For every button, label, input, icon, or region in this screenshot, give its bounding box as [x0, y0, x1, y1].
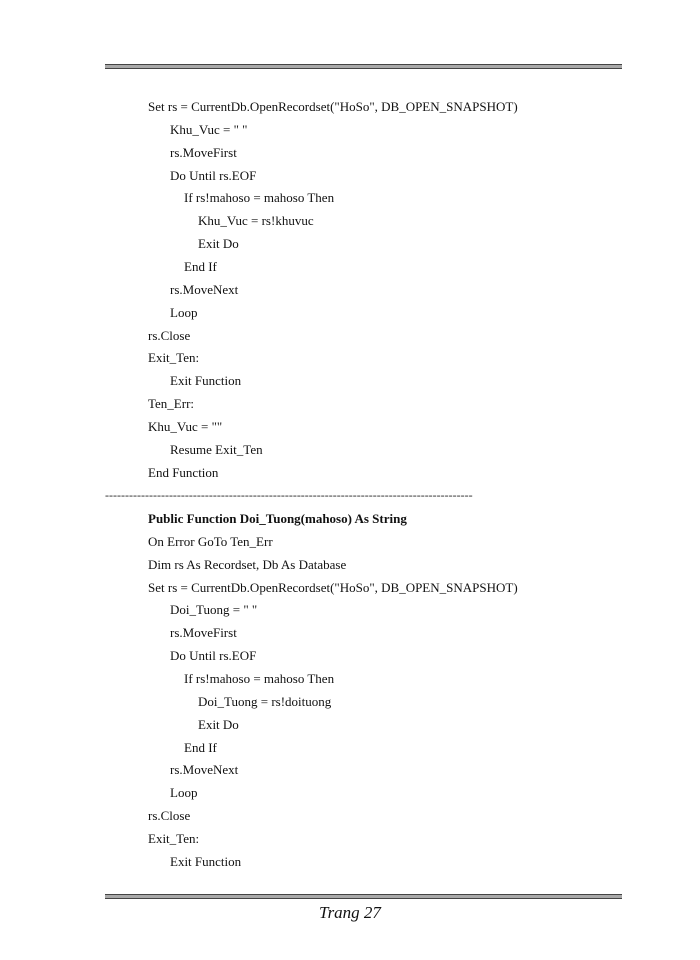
- code-line: Loop: [170, 304, 198, 320]
- code-line: rs.MoveFirst: [170, 625, 237, 641]
- code-line: rs.MoveFirst: [170, 144, 237, 160]
- code-line: rs.Close: [148, 327, 191, 343]
- code-line: Exit Function: [170, 853, 242, 869]
- code-line: If rs!mahoso = mahoso Then: [184, 670, 335, 686]
- code-line: Do Until rs.EOF: [170, 648, 257, 664]
- code-line: Loop: [170, 785, 198, 801]
- function-signature: Public Function Doi_Tuong(mahoso) As String: [148, 511, 407, 526]
- code-line: Exit Function: [170, 373, 242, 389]
- code-line: Set rs = CurrentDb.OpenRecordset("HoSo", DB_OPEN_SNAPSHOT): [148, 99, 518, 114]
- code-line: rs.MoveNext: [170, 762, 239, 778]
- code-line: Resume Exit_Ten: [170, 441, 263, 457]
- code-line: Khu_Vuc = " ": [170, 121, 248, 137]
- separator-line: --------------------------------------------------------------------------------------------: [105, 488, 473, 502]
- code-line: rs.MoveNext: [170, 281, 239, 297]
- code-line: Dim rs As Recordset, Db As Database: [148, 556, 347, 572]
- code-line: Khu_Vuc = rs!khuvuc: [198, 213, 314, 229]
- code-line: Ten_Err:: [148, 396, 195, 412]
- code-line: Exit_Ten:: [148, 350, 200, 366]
- code-line: Exit Do: [198, 236, 239, 252]
- page-number: Trang 27: [319, 903, 381, 922]
- code-line: rs.Close: [148, 808, 191, 824]
- code-line: End If: [184, 739, 217, 755]
- code-line: On Error GoTo Ten_Err: [148, 533, 273, 549]
- footer-rule: [105, 894, 622, 899]
- code-line: Do Until rs.EOF: [170, 167, 257, 183]
- code-line: Khu_Vuc = "": [148, 418, 223, 434]
- code-line: Doi_Tuong = " ": [170, 602, 258, 618]
- code-line: End If: [184, 258, 217, 274]
- code-line: Exit Do: [198, 716, 239, 732]
- code-line: If rs!mahoso = mahoso Then: [184, 190, 335, 206]
- code-line: Exit_Ten:: [148, 830, 200, 846]
- code-line: End Function: [148, 464, 219, 480]
- code-line: Set rs = CurrentDb.OpenRecordset("HoSo", DB_OPEN_SNAPSHOT): [148, 579, 518, 595]
- code-line: Doi_Tuong = rs!doituong: [198, 693, 332, 709]
- header-rule: [105, 64, 622, 69]
